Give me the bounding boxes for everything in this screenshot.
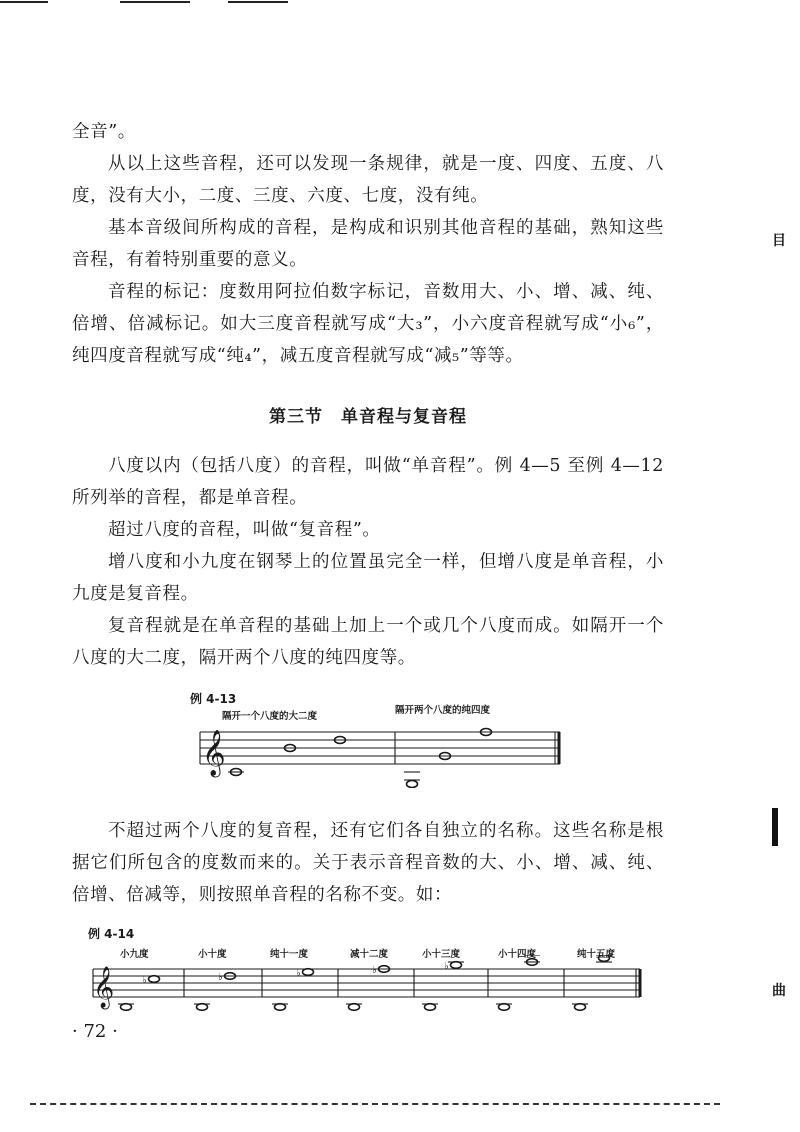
example-4-14-caption-1: 小九度: [120, 949, 149, 960]
svg-text:♭: ♭: [218, 972, 223, 983]
example-4-14-caption-6: 小十四度: [498, 949, 537, 960]
example-4-14-caption-4: 减十二度: [350, 949, 389, 960]
example-4-13-staff: [190, 718, 570, 788]
binding-mark: [772, 808, 778, 846]
example-4-13-caption-1: 隔开一个八度的大二度: [222, 711, 318, 722]
top-rule-left: [0, 1, 48, 3]
top-rule-mid2: [228, 1, 288, 3]
paragraph-compound-build: 复音程就是在单音程的基础上加上一个或几个八度而成。如隔开一个八度的大二度，隔开两个八度的纯四度等。: [72, 616, 664, 668]
bottom-rule: [30, 1103, 720, 1105]
paragraph-basic-intervals: 基本音级间所构成的音程，是构成和识别其他音程的基础，熟知这些音程，有着特别重要的意义。: [72, 218, 664, 270]
svg-text:♭: ♭: [444, 961, 449, 972]
section-title: 第三节 单音程与复音程: [269, 407, 467, 427]
treble-clef-icon: 𝄞: [202, 730, 226, 776]
side-mark-top: 目: [772, 233, 786, 249]
example-4-13-label: 例 4-13: [190, 692, 237, 706]
svg-text:♭: ♭: [142, 975, 147, 986]
page-number: · 72 ·: [72, 1021, 118, 1042]
paragraph-compound-names: 不超过两个八度的复音程，还有它们各自独立的名称。这些名称是根据它们所包含的度数而来的。关于表示音程音数的大、小、增、减、纯、倍增、倍减等，则按照单音程的名称不变。如：: [72, 821, 664, 905]
example-4-13-caption-2: 隔开两个八度的纯四度: [395, 705, 491, 716]
example-4-14-caption-5: 小十三度: [422, 949, 461, 960]
treble-clef-icon: 𝄞: [93, 967, 115, 1008]
svg-text:♭: ♭: [296, 968, 301, 979]
top-rule-mid1: [120, 1, 190, 3]
example-4-14-caption-3: 纯十一度: [270, 949, 309, 960]
example-4-14-staff: [88, 955, 648, 1015]
paragraph-rule: 从以上这些音程，还可以发现一条规律，就是一度、四度、五度、八度，没有大小，二度、三度、六度、七度，没有纯。: [72, 154, 664, 206]
paragraph-continued: 全音”。: [72, 122, 136, 142]
paragraph-compound-def: 超过八度的音程，叫做“复音程”。: [108, 520, 381, 540]
svg-text:♭: ♭: [372, 965, 377, 976]
example-4-14-label: 例 4-14: [88, 927, 135, 941]
side-mark-bottom: 曲: [772, 983, 786, 999]
paragraph-aug-octave: 增八度和小九度在钢琴上的位置虽完全一样，但增八度是单音程，小九度是复音程。: [72, 552, 664, 604]
example-4-14-caption-7: 纯十五度: [577, 949, 616, 960]
example-4-14-caption-2: 小十度: [198, 949, 227, 960]
paragraph-simple-interval: 八度以内（包括八度）的音程，叫做“单音程”。例 4—5 至例 4—12 所列举的音程，都是单音程。: [72, 456, 664, 508]
paragraph-marking: 音程的标记：度数用阿拉伯数字标记，音数用大、小、增、减、纯、倍增、倍减标记。如大三度音程就写成“大₃”，小六度音程就写成“小₆”，纯四度音程就写成“纯₄”，减五度音程就写成“减₅”等等。: [72, 282, 664, 366]
